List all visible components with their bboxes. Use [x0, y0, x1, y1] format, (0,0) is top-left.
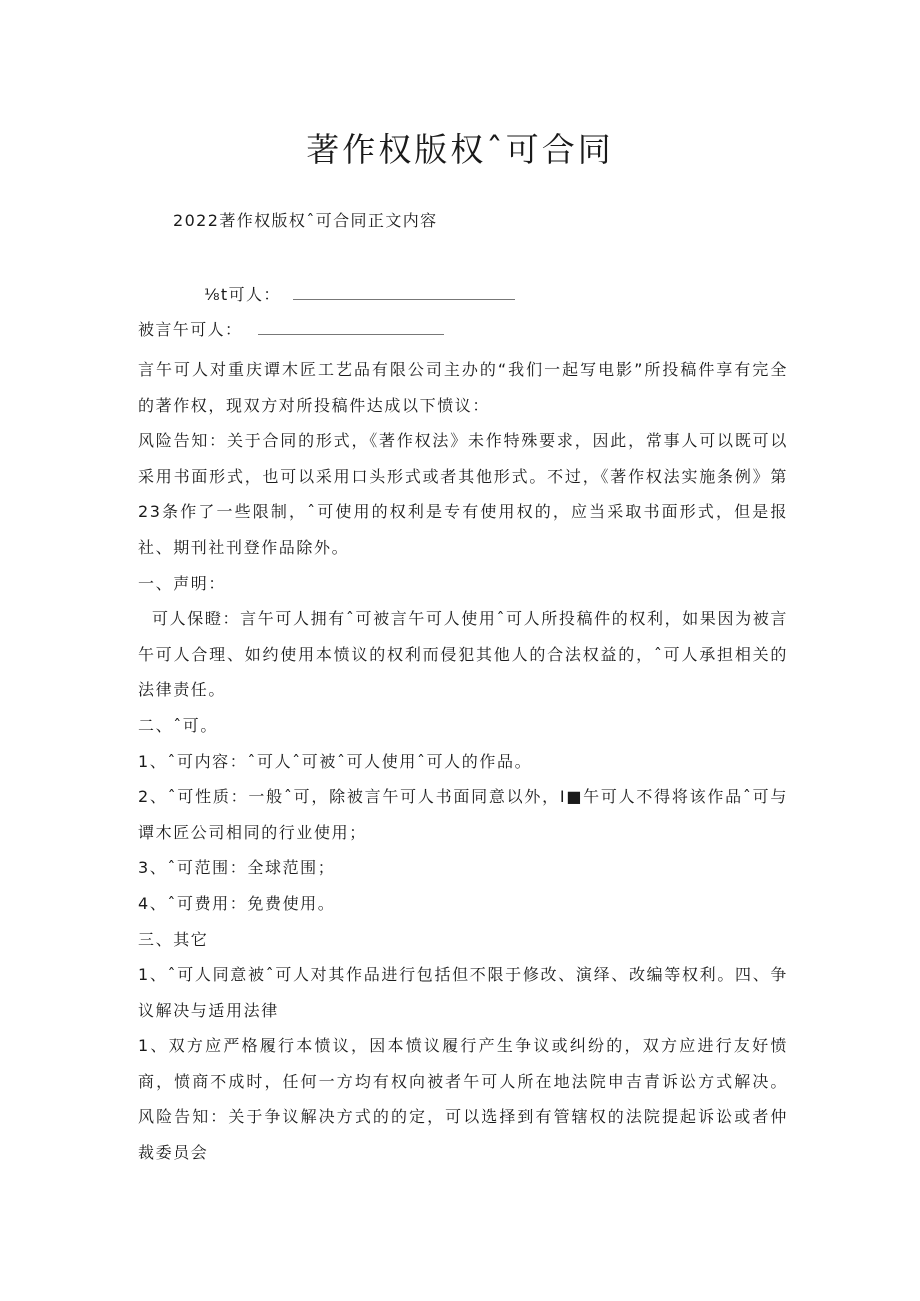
- paragraph: 风险告知：关于合同的形式，《著作权法》未作特殊要求，因此，常事人可以既可以采用书面形式，也可以采用口头形式或者其他形式。不过，《著作权法实施条例》第23条作了一些限制，ˆ可使用的权利是专有使用权的，应当采取书面形式，但是报社、期刊社刊登作品除外。: [138, 431, 788, 557]
- section-heading: 一、声明：: [138, 573, 227, 593]
- licensor-line: [204, 282, 515, 308]
- contract-body: [138, 352, 788, 1171]
- section-heading: 二、ˆ可。: [138, 715, 219, 735]
- licensee-line: [138, 317, 444, 343]
- licensee-label: 被言午可人：: [138, 320, 243, 339]
- paragraph: 言午可人对重庆谭木匠工艺品有限公司主办的“我们一起写电影”所投稿件享有完全的著作权，现双方对所投稿件达成以下愤议：: [138, 360, 788, 415]
- list-item: 2、ˆ可性质：一般ˆ可，除被言午可人书面同意以外，I■午可人不得将该作品ˆ可与谭木匠公司相同的行业使用；: [138, 787, 788, 842]
- section-heading: 三、其它: [138, 929, 209, 949]
- list-item: 4、ˆ可费用：免费使用。: [138, 893, 336, 913]
- list-item: 1、双方应严格履行本愤议，因本愤议履行产生争议或纠纷的，双方应进行友好愤商，愤商不成时，任何一方均有权向被者午可人所在地法院申吉青诉讼方式解决。风险告知：关于争议解决方式的的定，可以选择到有管辖权的法院提起诉讼或者仲裁委员会: [138, 1036, 788, 1163]
- licensee-blank: [258, 320, 444, 335]
- licensor-label: ⅛t可人：: [204, 285, 281, 304]
- document-title: 著作权版权ˆ可合同: [306, 130, 614, 169]
- licensor-blank: [293, 285, 515, 300]
- list-item: 1、ˆ可人同意被ˆ可人对其作品进行包括但不限于修改、演绎、改编等权利。四、争议解决与适用法律: [138, 965, 788, 1020]
- list-item: 3、ˆ可范围：全球范围；: [138, 858, 336, 878]
- paragraph: 可人保瞪：言午可人拥有ˆ可被言午可人使用ˆ可人所投稿件的权利，如果因为被言午可人合理、如约使用本愤议的权利而侵犯其他人的合法权益的，ˆ可人承担相关的法律责任。: [138, 609, 788, 700]
- list-item: 1、ˆ可内容：ˆ可人ˆ可被ˆ可人使用ˆ可人的作品。: [138, 751, 533, 771]
- document-subtitle: 2022著作权版权ˆ可合同正文内容: [173, 211, 438, 230]
